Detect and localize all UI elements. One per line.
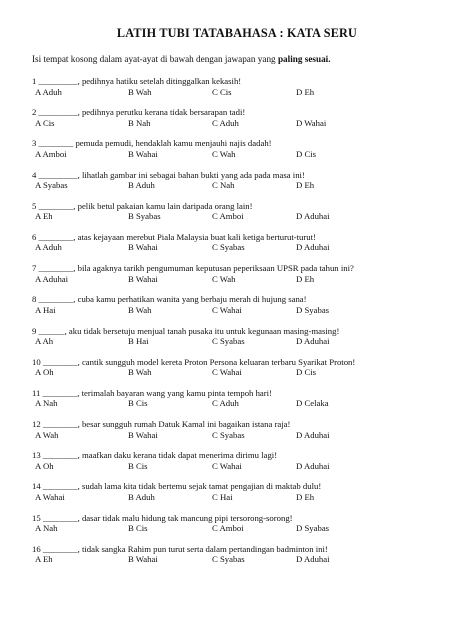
question-stem: 2 _________, pedihnya perutku kerana tidak bersarapan tadi! (32, 107, 246, 118)
answer-options (32, 305, 452, 316)
option-a: A Amboi (35, 148, 67, 159)
question-stem: 6 ________, atas kejayaan merebut Piala Malaysia buat kali ketiga berturut-turut! (32, 231, 316, 242)
question-stem: 12 ________, besar sungguh rumah Datuk Kamal ini bagaikan istana raja! (32, 419, 291, 430)
option-a: A Ah (35, 336, 54, 346)
answer-options (32, 149, 452, 160)
option-a: A Aduhai (35, 273, 69, 284)
option-a: A Nah (35, 398, 58, 409)
answer-options (32, 180, 452, 191)
question-item (32, 513, 452, 544)
question-item (32, 326, 452, 357)
answer-options (32, 523, 452, 534)
option-d: D Aduhai (296, 460, 330, 471)
option-c: C Nah (212, 180, 235, 191)
option-b: B Nah (128, 117, 151, 128)
question-item (32, 450, 452, 481)
option-b: B Cis (128, 398, 148, 409)
option-a: A Eh (35, 554, 53, 565)
answer-options (32, 398, 452, 409)
question-item (32, 544, 452, 575)
question-item (32, 419, 452, 450)
question-item (32, 263, 452, 294)
question-stem: 8 ________, cuba kamu perhatikan wanita yang berbaju merah di hujung sana! (32, 294, 307, 305)
question-stem: 5 ________, pelik betul pakaian kamu lain daripada orang lain! (32, 200, 253, 211)
option-d: D Eh (296, 180, 315, 191)
option-d: D Aduhai (296, 211, 330, 222)
answer-options (32, 461, 452, 472)
option-b: B Cis (128, 460, 148, 471)
option-c: C Aduh (212, 398, 239, 409)
option-c: C Wahai (212, 304, 242, 315)
answer-options (32, 336, 452, 347)
option-a: A Aduh (35, 86, 62, 97)
option-b: B Wah (128, 367, 152, 378)
option-b: B Wah (128, 304, 152, 315)
option-a: A Aduh (35, 242, 62, 253)
option-d: D Cis (296, 367, 317, 378)
option-c: C Wah (212, 273, 236, 284)
option-b: B Wahai (128, 242, 158, 253)
question-item (32, 107, 452, 138)
question-stem: 1 _________, pedihnya hatiku setelah ditinggalkan kekasih! (32, 76, 242, 86)
option-a: A Wahai (35, 491, 65, 502)
option-b: B Cis (128, 523, 148, 534)
question-stem: 7 ________, bila agaknya tarikh pengumuman keputusan peperiksaan UPSR pada tahun ini? (32, 263, 354, 274)
answer-options (32, 492, 452, 503)
option-c: C Syabas (212, 242, 245, 253)
instruction-emphasis: paling sesuai. (277, 54, 331, 64)
option-c: C Amboi (212, 523, 244, 534)
option-c: C Syabas (212, 554, 245, 565)
option-c: C Amboi (212, 211, 244, 222)
option-b: B Wahai (128, 148, 158, 159)
instruction-main: Isi tempat kosong dalam ayat-ayat di bawah dengan jawapan yang (32, 54, 278, 64)
option-b: B Wah (128, 86, 152, 97)
question-item (32, 201, 452, 232)
option-a: A Syabas (35, 180, 68, 191)
question-item (32, 294, 452, 325)
question-item (32, 232, 452, 263)
option-c: C Syabas (212, 336, 245, 346)
option-b: B Aduh (128, 180, 155, 191)
option-d: D Eh (296, 273, 315, 284)
option-c: C Cis (212, 86, 232, 97)
option-a: A Wah (35, 429, 59, 440)
question-item (32, 388, 452, 419)
option-d: D Cis (296, 148, 317, 159)
option-c: C Hai (212, 491, 233, 502)
option-a: A Cis (35, 117, 55, 128)
option-d: D Eh (296, 86, 315, 97)
option-b: B Aduh (128, 491, 155, 502)
option-c: C Aduh (212, 117, 239, 128)
question-stem: 3 ________ pemuda pemudi, hendaklah kamu menjauhi najis dadah! (32, 138, 272, 149)
question-item (32, 357, 452, 388)
question-item (32, 76, 452, 107)
answer-options (32, 242, 452, 253)
option-d: D Wahai (296, 117, 327, 128)
question-stem: 15 ________, dasar tidak malu hidung tak mancung pipi tersorong-sorong! (32, 512, 293, 523)
question-item (32, 138, 452, 169)
instruction-text (32, 54, 452, 64)
question-list (32, 76, 452, 575)
question-stem: 16 ________, tidak sangka Rahim pun turut serta dalam pertandingan badminton ini! (32, 543, 328, 554)
option-b: B Hai (128, 336, 149, 346)
option-a: A Oh (35, 367, 54, 378)
option-b: B Wahai (128, 429, 158, 440)
option-b: B Wahai (128, 273, 158, 284)
question-stem: 14 ________, sudah lama kita tidak bertemu sejak tamat pengajian di maktab dulu! (32, 481, 322, 492)
option-d: D Syabas (296, 523, 330, 534)
option-a: A Nah (35, 523, 58, 534)
question-stem: 10 ________, cantik sungguh model kereta Proton Persona keluaran terbaru Syarikat Proton! (32, 356, 356, 367)
option-c: C Wahai (212, 460, 242, 471)
question-stem: 4 _________, lihatlah gambar ini sebagai bahan bukti yang ada pada masa ini! (32, 169, 305, 180)
option-c: C Syabas (212, 429, 245, 440)
option-d: D Aduhai (296, 554, 330, 565)
question-stem: 9 ______, aku tidak bersetuju menjual tanah pusaka itu untuk kegunaan masing-masing! (32, 325, 340, 336)
option-b: B Wahai (128, 554, 158, 565)
answer-options (32, 274, 452, 285)
option-c: C Wah (212, 148, 236, 159)
answer-options (32, 118, 452, 129)
answer-options (32, 554, 452, 565)
option-c: C Wahai (212, 367, 242, 378)
option-d: D Eh (296, 491, 315, 502)
option-a: A Hai (35, 304, 56, 315)
option-a: A Oh (35, 460, 54, 471)
answer-options (32, 211, 452, 222)
question-stem: 11 ________, terimalah bayaran wang yang kamu pinta tempoh hari! (32, 387, 272, 398)
option-d: D Aduhai (296, 242, 330, 253)
option-d: D Aduhai (296, 429, 330, 440)
page-title: LATIH TUBI TATABAHASA : KATA SERU (116, 26, 358, 40)
answer-options (32, 87, 452, 98)
option-d: D Aduhai (296, 336, 330, 346)
answer-options (32, 367, 452, 378)
question-item (32, 170, 452, 201)
question-item (32, 481, 452, 512)
option-d: D Syabas (296, 304, 330, 315)
answer-options (32, 430, 452, 441)
option-d: D Celaka (296, 398, 329, 409)
question-stem: 13 ________, maafkan daku kerana tidak dapat menerima dirimu lagi! (32, 450, 278, 461)
option-b: B Syabas (128, 211, 161, 222)
option-a: A Eh (35, 211, 53, 222)
